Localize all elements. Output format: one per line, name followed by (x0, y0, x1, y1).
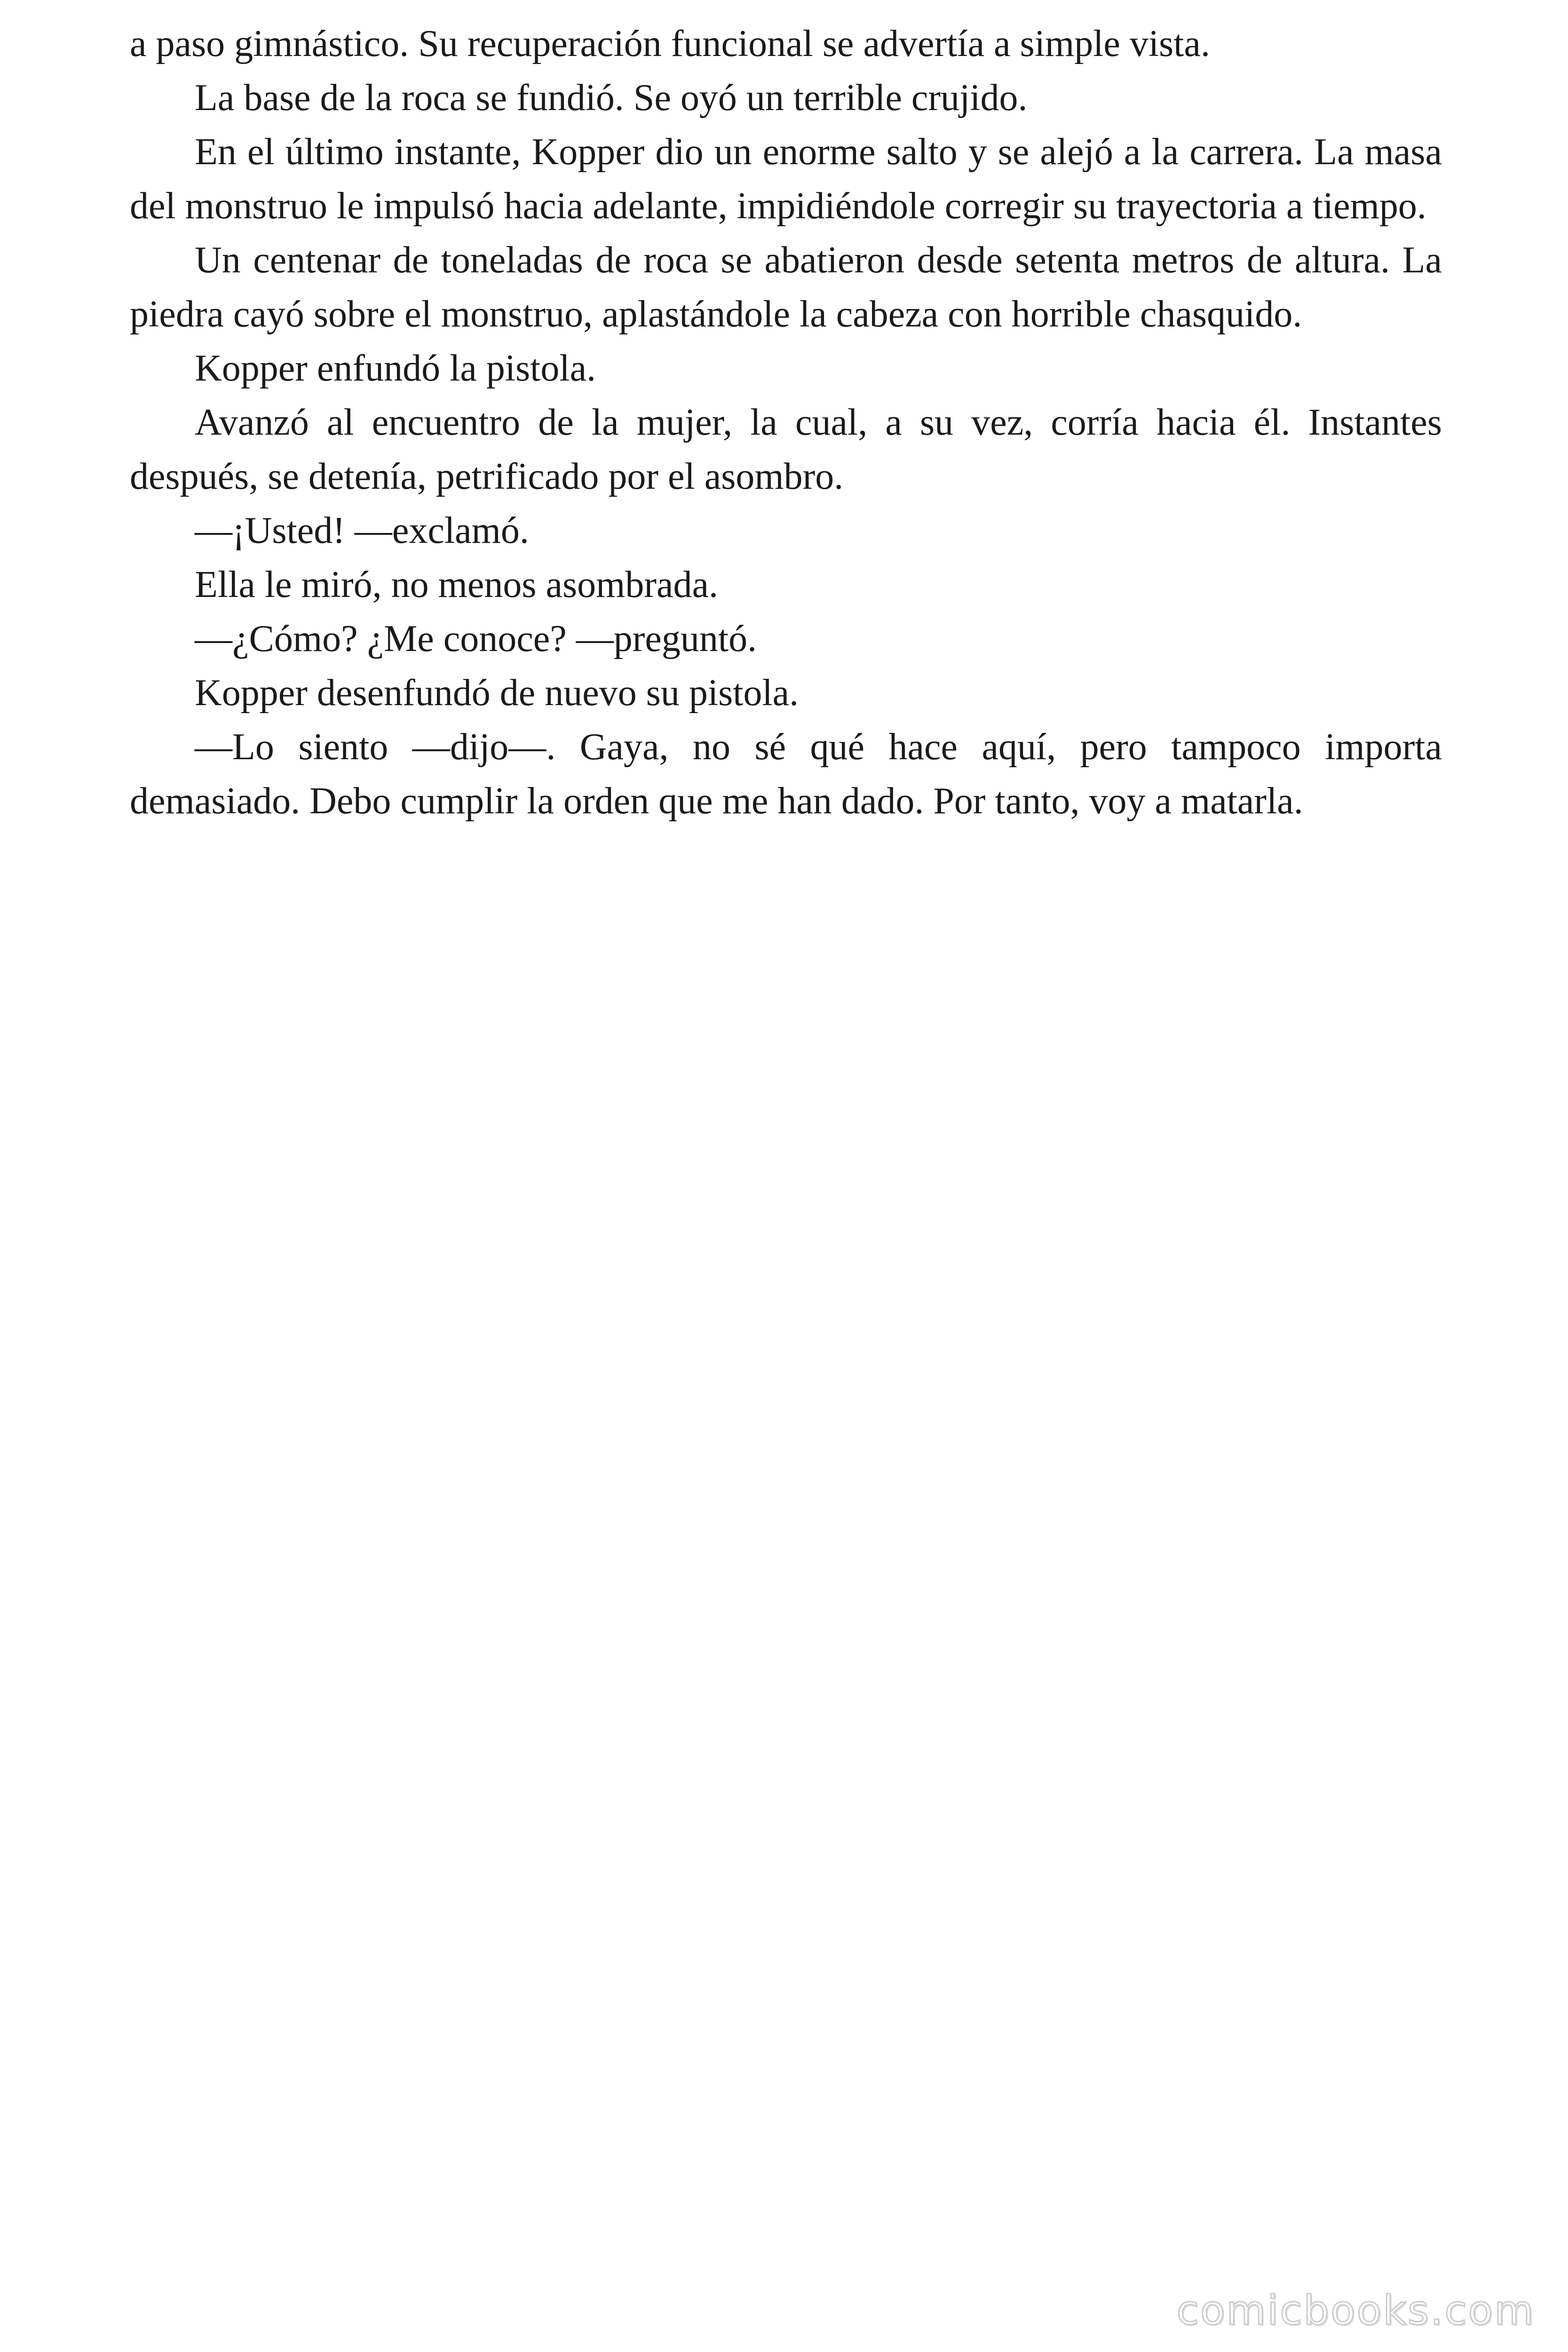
dialogue-line: —¿Cómo? ¿Me conoce? —preguntó. (195, 618, 757, 660)
paragraph: En el último instante, Kopper dio un enorme salto y se alejó a la carrera. La masa del monstruo le impulsó hacia adelante, impidiéndole corregir su trayectoria a tiempo. (130, 131, 1442, 227)
body-text (130, 17, 1442, 828)
paragraph: Kopper desenfundó de nuevo su pistola. (195, 672, 799, 714)
dialogue-line: —¡Usted! —exclamó. (195, 510, 529, 551)
paragraph: Ella le miró, no menos asombrada. (195, 564, 719, 605)
paragraph: Un centenar de toneladas de roca se abatieron desde setenta metros de altura. La piedra cayó sobre el monstruo, aplastándole la cabeza con horrible chasquido. (130, 239, 1442, 335)
watermark: comicbooks.com (1176, 2287, 1535, 2334)
paragraph: Avanzó al encuentro de la mujer, la cual, a su vez, corría hacia él. Instantes después, se detenía, petrificado por el asombro. (130, 402, 1442, 497)
paragraph-continuation: a paso gimnástico. Su recuperación funcional se advertía a simple vista. (130, 23, 1211, 64)
paragraph: Kopper enfundó la pistola. (195, 348, 596, 389)
paragraph: La base de la roca se fundió. Se oyó un terrible crujido. (195, 77, 1028, 119)
dialogue-line: —Lo siento —dijo—. Gaya, no sé qué hace aquí, pero tampoco importa demasiado. Debo cumplir la orden que me han dado. Por tanto, voy a matarla. (130, 726, 1442, 822)
